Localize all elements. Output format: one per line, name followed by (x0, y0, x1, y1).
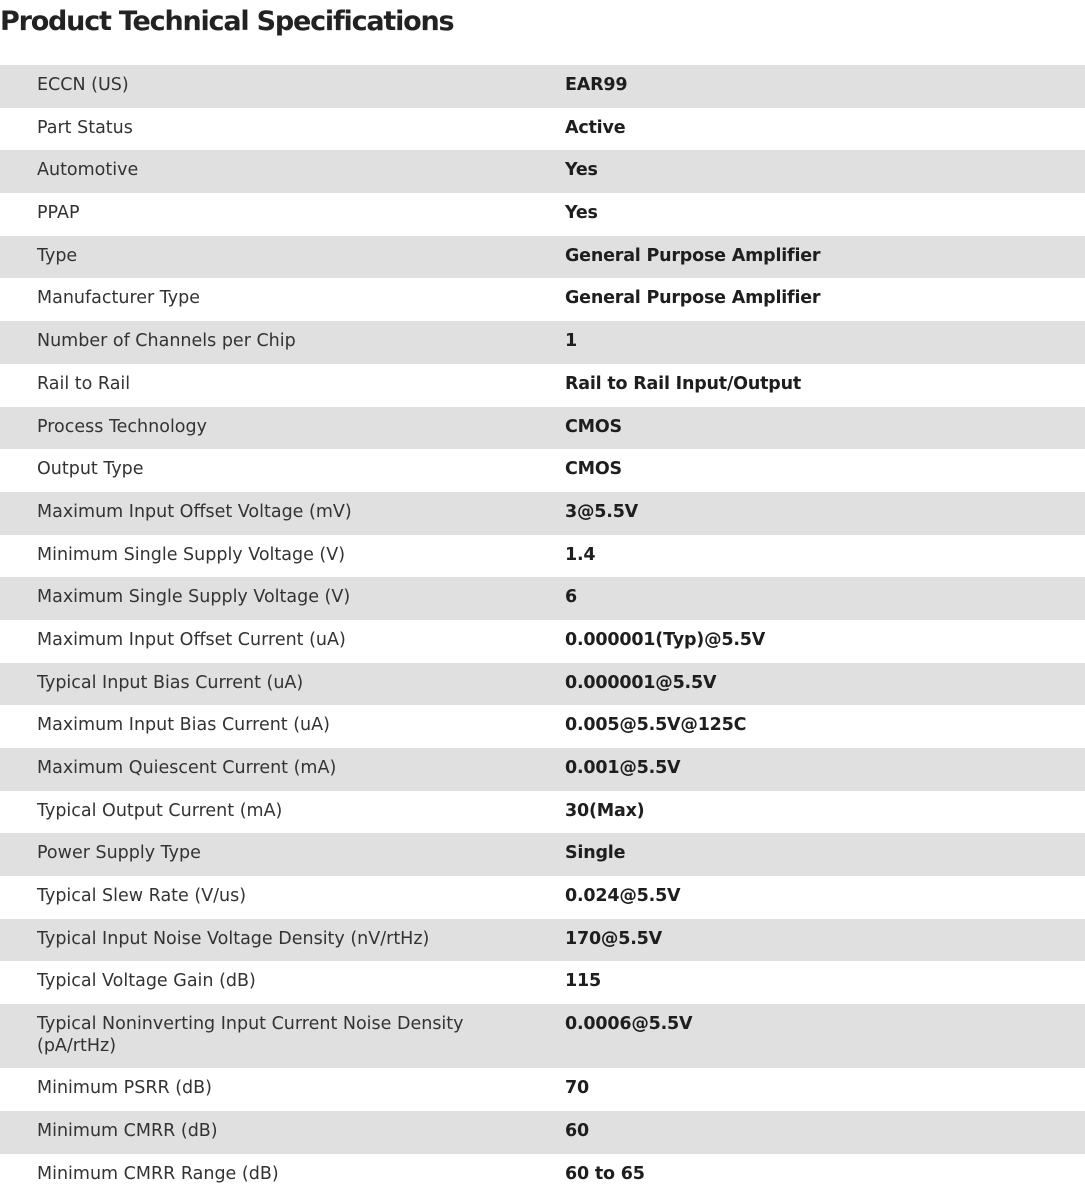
spec-row-min-psrr (0, 1068, 1085, 1111)
spec-value: Rail to Rail Input/Output (565, 373, 801, 395)
spec-value: Yes (565, 159, 598, 181)
spec-label: Maximum Input Offset Voltage (mV) (0, 501, 565, 523)
spec-label: Automotive (0, 159, 565, 181)
spec-label: Output Type (0, 458, 565, 480)
spec-label: Typical Input Noise Voltage Density (nV/rtHz) (0, 928, 565, 950)
spec-value: 0.001@5.5V (565, 757, 680, 779)
spec-label: Part Status (0, 117, 565, 139)
spec-row-typ-noninverting-input-current-noise (0, 1004, 1085, 1068)
spec-row-part-status (0, 108, 1085, 151)
spec-row-process-technology (0, 407, 1085, 450)
spec-value: 0.024@5.5V (565, 885, 680, 907)
spec-value: EAR99 (565, 74, 627, 96)
spec-row-min-cmrr-range (0, 1154, 1085, 1196)
spec-value: CMOS (565, 416, 622, 438)
spec-row-ppap (0, 193, 1085, 236)
spec-row-type (0, 236, 1085, 279)
spec-row-typ-input-bias-current (0, 663, 1085, 706)
spec-value: Yes (565, 202, 598, 224)
spec-label: Process Technology (0, 416, 565, 438)
spec-label: ECCN (US) (0, 74, 565, 96)
spec-row-typ-voltage-gain (0, 961, 1085, 1004)
spec-label: Minimum CMRR (dB) (0, 1120, 565, 1142)
spec-value: 70 (565, 1077, 589, 1099)
spec-label: Typical Noninverting Input Current Noise Density (pA/rtHz) (0, 1013, 565, 1057)
spec-row-typ-input-noise-voltage-density (0, 919, 1085, 962)
spec-table (0, 65, 1085, 1196)
spec-value: 170@5.5V (565, 928, 662, 950)
spec-label: Type (0, 245, 565, 267)
spec-value: General Purpose Amplifier (565, 287, 820, 309)
spec-label: Minimum Single Supply Voltage (V) (0, 544, 565, 566)
spec-value: 6 (565, 586, 577, 608)
spec-label: Minimum PSRR (dB) (0, 1077, 565, 1099)
spec-value: 0.000001(Typ)@5.5V (565, 629, 765, 651)
spec-label: Typical Voltage Gain (dB) (0, 970, 565, 992)
spec-row-max-single-supply-voltage (0, 577, 1085, 620)
spec-row-max-quiescent-current (0, 748, 1085, 791)
spec-label: Number of Channels per Chip (0, 330, 565, 352)
spec-value: 60 (565, 1120, 589, 1142)
spec-label: PPAP (0, 202, 565, 224)
spec-row-typ-output-current (0, 791, 1085, 834)
spec-row-power-supply-type (0, 833, 1085, 876)
spec-row-eccn (0, 65, 1085, 108)
spec-value: Active (565, 117, 625, 139)
spec-value: 115 (565, 970, 601, 992)
spec-label: Typical Input Bias Current (uA) (0, 672, 565, 694)
spec-value: 1 (565, 330, 577, 352)
spec-value: 0.005@5.5V@125C (565, 714, 746, 736)
spec-label: Manufacturer Type (0, 287, 565, 309)
spec-label: Rail to Rail (0, 373, 565, 395)
spec-row-automotive (0, 150, 1085, 193)
spec-label: Maximum Input Bias Current (uA) (0, 714, 565, 736)
spec-label: Maximum Quiescent Current (mA) (0, 757, 565, 779)
spec-label: Maximum Single Supply Voltage (V) (0, 586, 565, 608)
spec-label: Typical Output Current (mA) (0, 800, 565, 822)
spec-row-channels (0, 321, 1085, 364)
spec-label: Minimum CMRR Range (dB) (0, 1163, 565, 1185)
spec-value: 0.000001@5.5V (565, 672, 716, 694)
spec-value: 1.4 (565, 544, 595, 566)
spec-row-max-input-offset-voltage (0, 492, 1085, 535)
page-title: Product Technical Specifications (0, 2, 453, 42)
spec-row-manufacturer-type (0, 278, 1085, 321)
spec-value: 3@5.5V (565, 501, 638, 523)
spec-row-rail-to-rail (0, 364, 1085, 407)
spec-value: General Purpose Amplifier (565, 245, 820, 267)
spec-value: 0.0006@5.5V (565, 1013, 692, 1035)
spec-row-max-input-offset-current (0, 620, 1085, 663)
spec-value: Single (565, 842, 625, 864)
spec-row-typ-slew-rate (0, 876, 1085, 919)
spec-row-min-single-supply-voltage (0, 535, 1085, 578)
spec-label: Maximum Input Offset Current (uA) (0, 629, 565, 651)
spec-value: 30(Max) (565, 800, 644, 822)
spec-row-max-input-bias-current (0, 705, 1085, 748)
spec-value: CMOS (565, 458, 622, 480)
spec-value: 60 to 65 (565, 1163, 645, 1185)
spec-row-min-cmrr (0, 1111, 1085, 1154)
spec-label: Typical Slew Rate (V/us) (0, 885, 565, 907)
spec-row-output-type (0, 449, 1085, 492)
spec-label: Power Supply Type (0, 842, 565, 864)
